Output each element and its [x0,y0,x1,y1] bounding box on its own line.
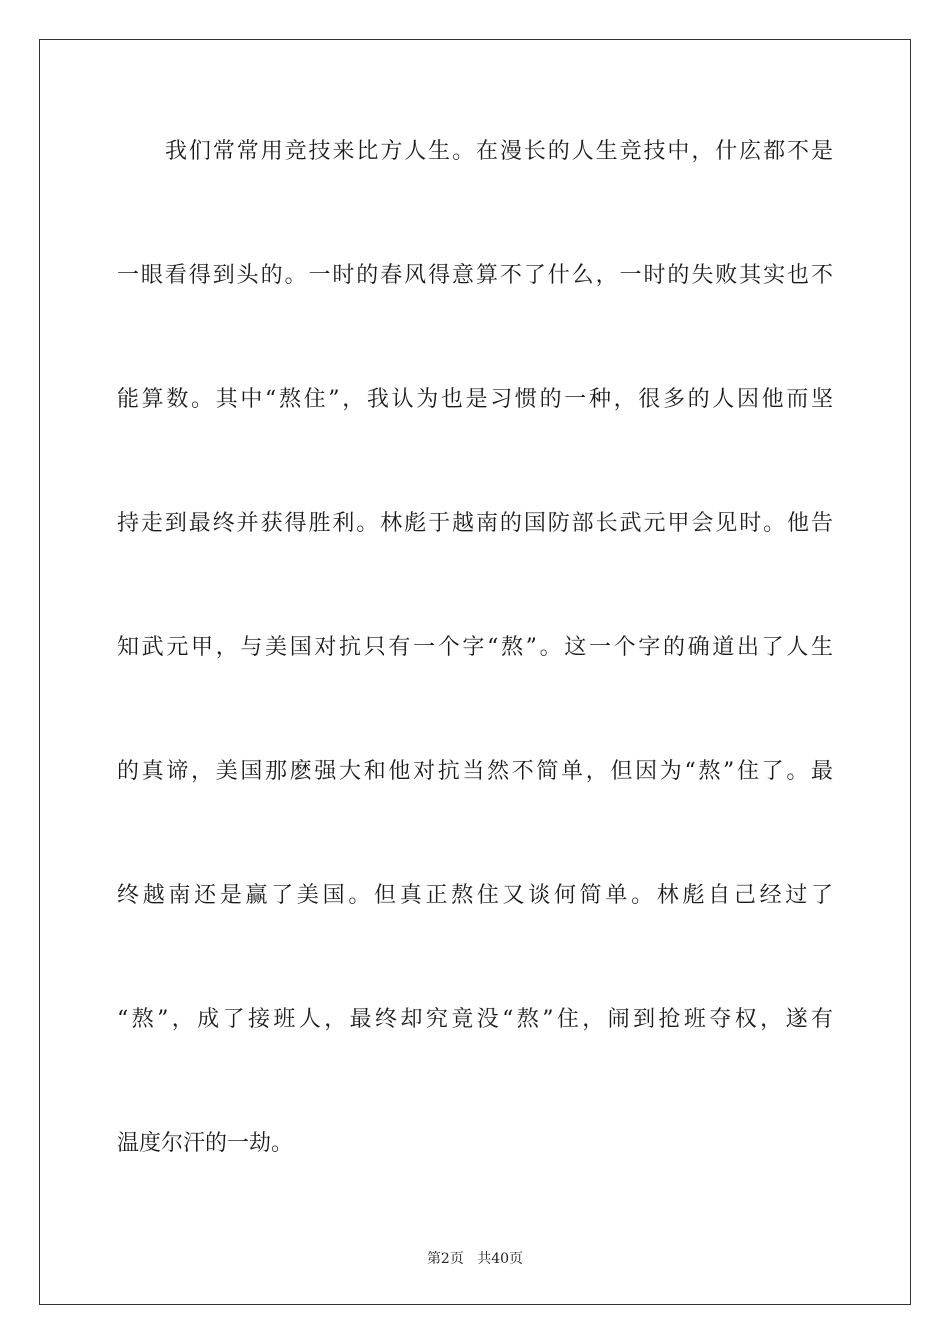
page-total: 共40页 [477,1251,524,1267]
page-number: 第2页 [426,1251,464,1267]
body-paragraph [117,126,833,1242]
text-line-7: 终越南还是赢了美国。但真正熬住又谈何简单。林彪自己经过了 [117,883,833,908]
page-footer [0,1248,950,1268]
text-line-4: 持走到最终并获得胜利。林彪于越南的国防部长武元甲会见时。他告 [117,511,833,536]
text-line-2: 一眼看得到头的。一时的春风得意算不了什么，一时的失败其实也不 [117,263,833,288]
text-line-5: 知武元甲，与美国对抗只有一个字“熬”。这一个字的确道出了人生 [117,635,833,660]
text-line-6: 的真谛，美国那麽强大和他对抗当然不简单，但因为“熬”住了。最 [117,759,833,784]
text-line-3: 能算数。其中“熬住”，我认为也是习惯的一种，很多的人因他而坚 [117,387,833,412]
text-line-9: 温度尔汗的一劫。 [117,1131,294,1156]
text-line-1: 我们常常用竞技来比方人生。在漫长的人生竞技中，什庅都不是 [165,139,833,164]
text-line-8: “熬”，成了接班人，最终却究竟没“熬”住，闹到抢班夺权，遂有 [117,1007,833,1032]
